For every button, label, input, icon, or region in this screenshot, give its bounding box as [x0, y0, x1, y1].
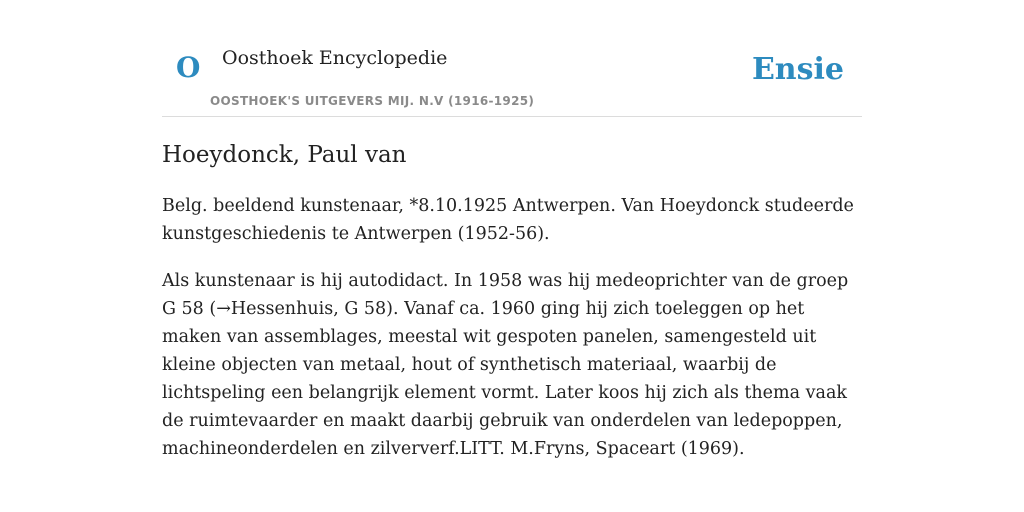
site-header	[162, 0, 862, 117]
article-paragraph-2: Als kunstenaar is hij autodidact. In 1958 was hij medeoprichter van de groep G 58 (→Hessenhuis, G 58). Vanaf ca. 1960 ging hij zich toeleggen op het maken van assemblages, meestal wit gespoten panelen, samengesteld uit kleine objecten van metaal, hout of synthetisch materiaal, waarbij de lichtspeling een belangrijk element vormt. Later koos hij zich als thema vaak de ruimtevaarder en maakt daarbij gebruik van onderdelen van ledepoppen, machineonderdelen en zilververf.LITT. M.Fryns, Spaceart (1969).	[162, 271, 849, 459]
logo-letter-icon[interactable]: O	[176, 51, 201, 84]
ensie-brand-link[interactable]: Ensie	[751, 52, 844, 87]
publisher-subtitle: OOSTHOEK'S UITGEVERS MIJ. N.V (1916-1925)	[210, 94, 535, 108]
article	[162, 138, 862, 463]
page	[162, 0, 862, 459]
site-title[interactable]: Oosthoek Encyclopedie	[222, 47, 448, 69]
article-paragraph-1: Belg. beeldend kunstenaar, *8.10.1925 Antwerpen. Van Hoeydonck studeerde kunstgeschiedenis te Antwerpen (1952-56).	[162, 196, 854, 244]
article-title: Hoeydonck, Paul van	[162, 142, 407, 168]
